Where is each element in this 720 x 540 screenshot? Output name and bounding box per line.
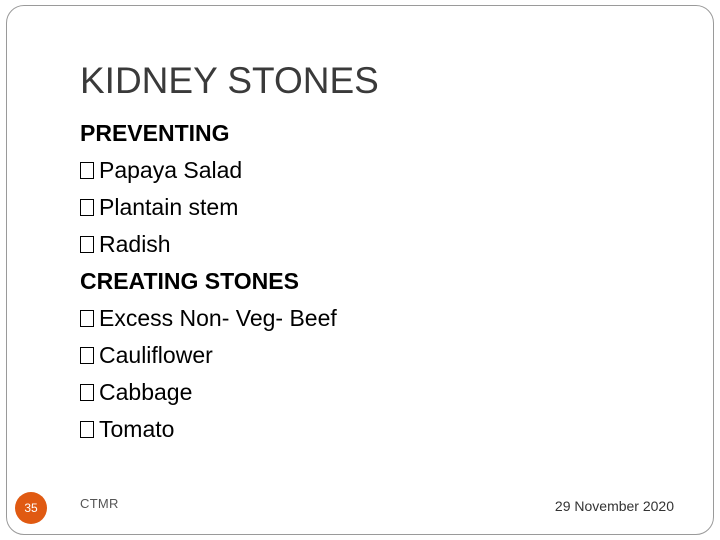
list-item-label: Radish xyxy=(99,231,171,257)
list-item-label: Cauliflower xyxy=(99,342,213,368)
page-number-badge: 35 xyxy=(15,492,47,524)
footer-date: 29 November 2020 xyxy=(554,498,674,514)
list-item-label: Plantain stem xyxy=(99,194,239,220)
list-item xyxy=(80,374,680,411)
bullet-icon xyxy=(80,310,94,327)
list-item xyxy=(80,337,680,374)
list-item-label: Papaya Salad xyxy=(99,157,243,183)
creating-stones-heading: CREATING STONES xyxy=(80,268,299,294)
list-item-label: Cabbage xyxy=(99,379,193,405)
list-item xyxy=(80,152,680,189)
bullet-icon xyxy=(80,236,94,253)
bullet-icon xyxy=(80,162,94,179)
list-item xyxy=(80,226,680,263)
bullet-icon xyxy=(80,347,94,364)
list-item xyxy=(80,300,680,337)
bullet-icon xyxy=(80,199,94,216)
list-item-label: Excess Non- Veg- Beef xyxy=(99,305,337,331)
slide-body xyxy=(80,115,680,448)
list-item xyxy=(80,411,680,448)
slide-title: KIDNEY STONES xyxy=(80,60,379,101)
bullet-icon xyxy=(80,384,94,401)
list-item xyxy=(80,189,680,226)
footer-text: CTMR xyxy=(80,496,119,511)
preventing-heading: PREVENTING xyxy=(80,120,230,146)
bullet-icon xyxy=(80,421,94,438)
list-item-label: Tomato xyxy=(99,416,175,442)
